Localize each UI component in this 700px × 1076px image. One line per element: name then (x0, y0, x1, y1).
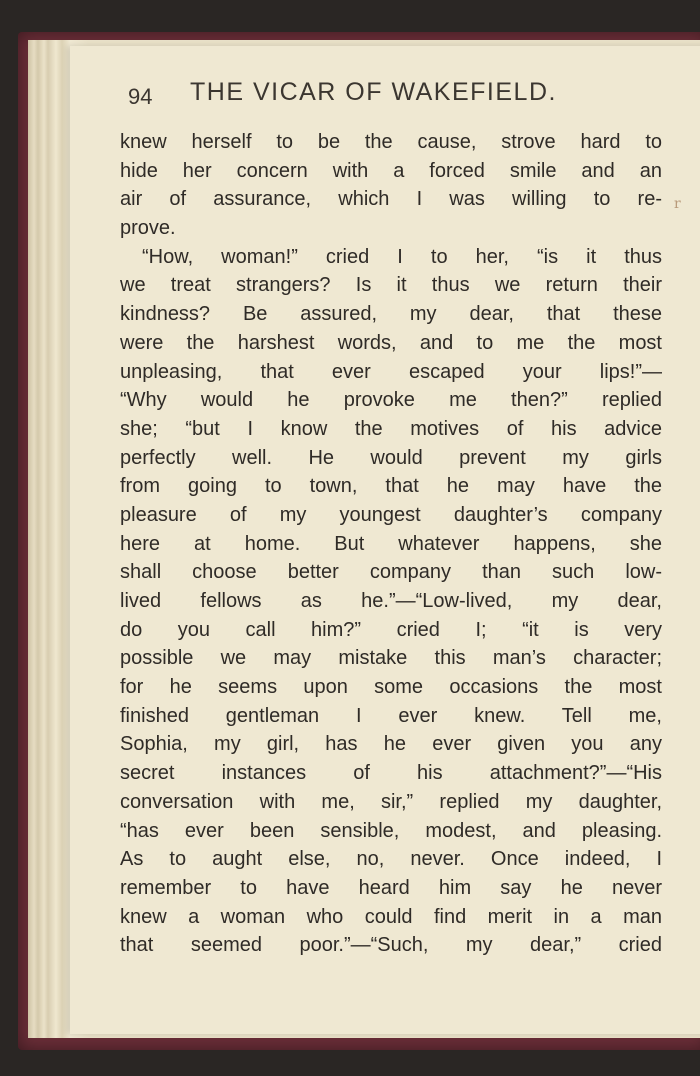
text-line: finished gentleman I ever knew. Tell me, (120, 704, 662, 727)
text-line: pleasure of my youngest daughter’s company (120, 503, 662, 526)
text-line: kindness? Be assured, my dear, that these (120, 303, 662, 326)
text-line: do you call him?” cried I; “it is very (120, 618, 662, 641)
body-text (120, 128, 662, 960)
page-header (128, 78, 608, 118)
margin-mark: r (674, 196, 681, 212)
text-line: were the harshest words, and to me the most (120, 331, 662, 354)
text-line: “has ever been sensible, modest, and pleasing. (120, 819, 662, 842)
page-number: 94 (128, 84, 153, 109)
text-line: air of assurance, which I was willing to re- (120, 188, 662, 211)
text-line: that seemed poor.”—“Such, my dear,” cried (120, 934, 662, 957)
text-line: “Why would he provoke me then?” replied (120, 389, 662, 412)
text-line: knew a woman who could find merit in a man (120, 905, 662, 928)
text-line: prove. (120, 217, 176, 240)
text-line: possible we may mistake this man’s character; (120, 647, 662, 670)
text-line: As to aught else, no, never. Once indeed, I (120, 848, 662, 871)
text-line: for he seems upon some occasions the most (120, 676, 662, 699)
text-line: shall choose better company than such low- (120, 561, 662, 584)
running-title: THE VICAR OF WAKEFIELD. (190, 78, 557, 106)
text-line: lived fellows as he.”—“Low-lived, my dear, (120, 590, 662, 612)
text-line: perfectly well. He would prevent my girls (120, 446, 662, 469)
text-line: she; “but I know the motives of his advice (120, 417, 662, 440)
text-line: Sophia, my girl, has he ever given you any (120, 733, 662, 756)
text-line: from going to town, that he may have the (120, 475, 662, 498)
text-line: remember to have heard him say he never (120, 876, 662, 899)
text-line: here at home. But whatever happens, she (120, 532, 662, 555)
text-line: secret instances of his attachment?”—“His (120, 762, 662, 785)
text-line: conversation with me, sir,” replied my daughter, (120, 790, 662, 813)
text-line: unpleasing, that ever escaped your lips!”— (120, 360, 662, 383)
text-line: hide her concern with a forced smile and an (120, 159, 662, 182)
text-line: “How, woman!” cried I to her, “is it thus (142, 245, 662, 268)
text-line: knew herself to be the cause, strove hard to (120, 131, 662, 153)
text-line: we treat strangers? Is it thus we return their (120, 274, 662, 297)
